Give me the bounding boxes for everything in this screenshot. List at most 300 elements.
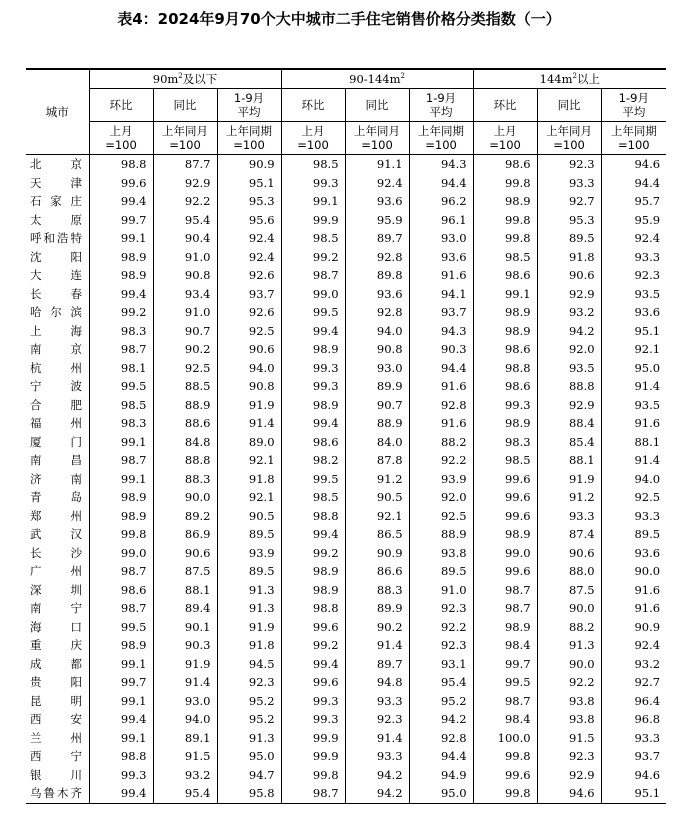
value-cell: 92.8 [409, 396, 473, 415]
table-body [26, 155, 666, 804]
value-cell: 98.6 [473, 266, 537, 285]
value-cell: 93.7 [217, 285, 281, 304]
value-cell: 92.5 [217, 322, 281, 341]
metric-header: 同比 [345, 89, 409, 122]
city-cell [26, 322, 89, 341]
city-name: 深圳 [30, 582, 82, 597]
value-cell: 99.3 [473, 396, 537, 415]
value-cell: 99.1 [89, 229, 153, 248]
table-title: 表4：2024年9月70个大中城市二手住宅销售价格分类指数（一） [117, 10, 561, 28]
table-row [26, 710, 666, 729]
value-cell: 94.3 [409, 155, 473, 174]
value-cell: 92.3 [409, 599, 473, 618]
value-cell: 93.3 [601, 729, 666, 748]
city-cell [26, 692, 89, 711]
value-cell: 94.2 [345, 766, 409, 785]
city-cell [26, 192, 89, 211]
value-cell: 99.6 [281, 618, 345, 637]
value-cell: 86.9 [153, 525, 217, 544]
value-cell: 93.7 [409, 303, 473, 322]
value-cell: 89.5 [601, 525, 666, 544]
base-header: 上年同月 =100 [345, 122, 409, 155]
table-row [26, 544, 666, 563]
value-cell: 89.7 [345, 229, 409, 248]
value-cell: 92.5 [601, 488, 666, 507]
value-cell: 88.6 [153, 414, 217, 433]
value-cell: 94.1 [409, 285, 473, 304]
value-cell: 90.9 [345, 544, 409, 563]
value-cell: 92.3 [409, 636, 473, 655]
value-cell: 88.9 [345, 414, 409, 433]
base-header: 上月 =100 [281, 122, 345, 155]
value-cell: 94.2 [345, 784, 409, 803]
value-cell: 98.1 [89, 359, 153, 378]
city-name: 天津 [30, 175, 82, 190]
value-cell: 98.8 [281, 599, 345, 618]
city-cell [26, 396, 89, 415]
table-row [26, 673, 666, 692]
value-cell: 99.6 [473, 488, 537, 507]
value-cell: 95.0 [217, 747, 281, 766]
table-row [26, 599, 666, 618]
value-cell: 99.6 [281, 673, 345, 692]
city-cell [26, 340, 89, 359]
value-cell: 91.6 [601, 599, 666, 618]
value-cell: 99.4 [89, 192, 153, 211]
value-cell: 88.8 [537, 377, 601, 396]
city-name: 济南 [30, 471, 82, 486]
value-cell: 95.1 [601, 322, 666, 341]
base-header: 上月 =100 [89, 122, 153, 155]
value-cell: 91.9 [217, 618, 281, 637]
value-cell: 99.3 [281, 377, 345, 396]
table-row [26, 377, 666, 396]
value-cell: 94.4 [601, 174, 666, 193]
value-cell: 95.7 [601, 192, 666, 211]
value-cell: 95.6 [217, 211, 281, 230]
value-cell: 89.2 [153, 507, 217, 526]
value-cell: 98.5 [473, 451, 537, 470]
value-cell: 98.9 [281, 581, 345, 600]
value-cell: 98.9 [473, 525, 537, 544]
city-column-header: 城市 [26, 69, 89, 155]
value-cell: 92.1 [601, 340, 666, 359]
table-row [26, 359, 666, 378]
city-name: 杭州 [30, 360, 82, 375]
city-cell [26, 414, 89, 433]
city-cell [26, 155, 89, 174]
value-cell: 98.7 [473, 692, 537, 711]
value-cell: 94.0 [345, 322, 409, 341]
value-cell: 94.6 [537, 784, 601, 803]
value-cell: 95.8 [217, 784, 281, 803]
value-cell: 93.5 [537, 359, 601, 378]
value-cell: 98.5 [281, 488, 345, 507]
value-cell: 92.2 [409, 451, 473, 470]
value-cell: 89.8 [345, 266, 409, 285]
value-cell: 91.6 [409, 414, 473, 433]
value-cell: 88.1 [153, 581, 217, 600]
value-cell: 92.1 [217, 488, 281, 507]
value-cell: 92.3 [217, 673, 281, 692]
base-header: 上年同期 =100 [409, 122, 473, 155]
value-cell: 99.1 [281, 192, 345, 211]
value-cell: 91.6 [601, 581, 666, 600]
value-cell: 87.7 [153, 155, 217, 174]
table-row [26, 692, 666, 711]
value-cell: 99.1 [89, 655, 153, 674]
group-header-2: $90-144m^2$ [281, 69, 473, 89]
value-cell: 92.3 [537, 747, 601, 766]
table-row [26, 266, 666, 285]
city-name: 兰州 [30, 730, 82, 745]
value-cell: 90.0 [153, 488, 217, 507]
city-cell [26, 655, 89, 674]
value-cell: 93.7 [601, 747, 666, 766]
value-cell: 92.7 [537, 192, 601, 211]
value-cell: 99.8 [473, 174, 537, 193]
table-row [26, 155, 666, 174]
city-cell [26, 285, 89, 304]
value-cell: 98.6 [281, 433, 345, 452]
value-cell: 99.3 [89, 766, 153, 785]
value-cell: 93.1 [409, 655, 473, 674]
value-cell: 98.4 [473, 710, 537, 729]
base-header: 上年同月 =100 [537, 122, 601, 155]
value-cell: 92.5 [153, 359, 217, 378]
header-row-metrics [26, 89, 666, 122]
value-cell: 95.4 [153, 211, 217, 230]
value-cell: 91.6 [409, 266, 473, 285]
value-cell: 91.4 [601, 451, 666, 470]
city-name: 成都 [30, 656, 82, 671]
value-cell: 88.3 [345, 581, 409, 600]
value-cell: 98.8 [473, 359, 537, 378]
group-header-1: $90m^2$及以下 [89, 69, 281, 89]
value-cell: 86.6 [345, 562, 409, 581]
value-cell: 99.4 [281, 655, 345, 674]
value-cell: 94.0 [601, 470, 666, 489]
value-cell: 95.9 [345, 211, 409, 230]
value-cell: 93.0 [345, 359, 409, 378]
city-cell [26, 470, 89, 489]
value-cell: 91.9 [153, 655, 217, 674]
value-cell: 94.7 [217, 766, 281, 785]
value-cell: 98.3 [473, 433, 537, 452]
value-cell: 95.2 [217, 710, 281, 729]
value-cell: 99.7 [89, 673, 153, 692]
value-cell: 92.4 [217, 248, 281, 267]
value-cell: 91.9 [537, 470, 601, 489]
value-cell: 94.0 [153, 710, 217, 729]
value-cell: 98.9 [89, 507, 153, 526]
value-cell: 91.3 [217, 581, 281, 600]
value-cell: 94.6 [601, 766, 666, 785]
header-row-groups [26, 69, 666, 89]
value-cell: 91.4 [601, 377, 666, 396]
value-cell: 99.2 [281, 248, 345, 267]
value-cell: 89.4 [153, 599, 217, 618]
value-cell: 95.1 [601, 784, 666, 803]
city-name: 西安 [30, 712, 82, 727]
city-cell [26, 747, 89, 766]
city-cell [26, 451, 89, 470]
table-header [26, 69, 666, 155]
value-cell: 94.4 [409, 747, 473, 766]
value-cell: 98.9 [89, 636, 153, 655]
value-cell: 98.7 [89, 340, 153, 359]
value-cell: 93.8 [409, 544, 473, 563]
city-cell [26, 377, 89, 396]
value-cell: 96.1 [409, 211, 473, 230]
value-cell: 90.3 [153, 636, 217, 655]
value-cell: 93.3 [601, 507, 666, 526]
value-cell: 91.8 [537, 248, 601, 267]
value-cell: 98.7 [89, 562, 153, 581]
city-name: 沈阳 [30, 249, 82, 264]
value-cell: 98.9 [473, 414, 537, 433]
value-cell: 99.5 [281, 303, 345, 322]
value-cell: 88.8 [153, 451, 217, 470]
city-name: 长春 [30, 286, 82, 301]
value-cell: 94.4 [409, 174, 473, 193]
city-name: 大连 [30, 268, 82, 283]
value-cell: 95.2 [217, 692, 281, 711]
value-cell: 94.6 [601, 155, 666, 174]
value-cell: 89.5 [217, 562, 281, 581]
value-cell: 90.0 [537, 655, 601, 674]
table-row [26, 414, 666, 433]
value-cell: 88.9 [153, 396, 217, 415]
value-cell: 93.0 [409, 229, 473, 248]
value-cell: 99.1 [89, 470, 153, 489]
value-cell: 88.1 [537, 451, 601, 470]
city-name: 南京 [30, 342, 82, 357]
city-cell [26, 636, 89, 655]
city-name: 合肥 [30, 397, 82, 412]
table-row [26, 747, 666, 766]
city-cell [26, 248, 89, 267]
value-cell: 98.7 [281, 784, 345, 803]
value-cell: 91.4 [345, 729, 409, 748]
value-cell: 99.3 [281, 710, 345, 729]
city-cell [26, 784, 89, 803]
value-cell: 93.6 [409, 248, 473, 267]
value-cell: 92.0 [537, 340, 601, 359]
value-cell: 93.2 [601, 655, 666, 674]
value-cell: 98.3 [89, 414, 153, 433]
city-name: 上海 [30, 323, 82, 338]
table-row [26, 618, 666, 637]
value-cell: 99.6 [89, 174, 153, 193]
value-cell: 94.0 [217, 359, 281, 378]
value-cell: 98.8 [89, 747, 153, 766]
value-cell: 91.3 [537, 636, 601, 655]
value-cell: 99.7 [473, 655, 537, 674]
value-cell: 94.2 [537, 322, 601, 341]
city-cell [26, 507, 89, 526]
table-row [26, 581, 666, 600]
value-cell: 99.9 [281, 747, 345, 766]
value-cell: 92.7 [601, 673, 666, 692]
city-name: 重庆 [30, 638, 82, 653]
value-cell: 92.4 [601, 229, 666, 248]
value-cell: 90.1 [153, 618, 217, 637]
value-cell: 98.7 [281, 266, 345, 285]
value-cell: 84.8 [153, 433, 217, 452]
value-cell: 91.8 [217, 636, 281, 655]
value-cell: 90.6 [217, 340, 281, 359]
value-cell: 85.4 [537, 433, 601, 452]
value-cell: 99.8 [473, 747, 537, 766]
city-name: 贵阳 [30, 675, 82, 690]
table-row [26, 562, 666, 581]
city-cell [26, 618, 89, 637]
table-row [26, 784, 666, 803]
value-cell: 90.9 [601, 618, 666, 637]
metric-header: 1-9月 平均 [601, 89, 666, 122]
value-cell: 99.8 [473, 229, 537, 248]
value-cell: 87.4 [537, 525, 601, 544]
city-name: 太原 [30, 212, 82, 227]
value-cell: 90.0 [601, 562, 666, 581]
value-cell: 88.4 [537, 414, 601, 433]
value-cell: 93.6 [345, 285, 409, 304]
city-name: 厦门 [30, 434, 82, 449]
value-cell: 90.9 [217, 155, 281, 174]
value-cell: 93.4 [153, 285, 217, 304]
value-cell: 92.3 [345, 710, 409, 729]
metric-header: 环比 [281, 89, 345, 122]
value-cell: 90.7 [345, 396, 409, 415]
value-cell: 99.2 [281, 636, 345, 655]
value-cell: 87.5 [537, 581, 601, 600]
value-cell: 94.9 [409, 766, 473, 785]
table-row [26, 174, 666, 193]
value-cell: 99.3 [281, 174, 345, 193]
value-cell: 99.5 [89, 618, 153, 637]
value-cell: 94.4 [409, 359, 473, 378]
table-row [26, 248, 666, 267]
value-cell: 93.9 [217, 544, 281, 563]
value-cell: 89.5 [409, 562, 473, 581]
value-cell: 90.4 [153, 229, 217, 248]
metric-header: 1-9月 平均 [217, 89, 281, 122]
value-cell: 91.9 [217, 396, 281, 415]
city-name: 南宁 [30, 601, 82, 616]
table-row [26, 396, 666, 415]
value-cell: 91.4 [153, 673, 217, 692]
city-cell [26, 599, 89, 618]
header-row-base [26, 122, 666, 155]
value-cell: 98.7 [89, 451, 153, 470]
base-header: 上月 =100 [473, 122, 537, 155]
city-name: 宁波 [30, 379, 82, 394]
value-cell: 92.0 [409, 488, 473, 507]
value-cell: 95.0 [409, 784, 473, 803]
value-cell: 92.4 [601, 636, 666, 655]
value-cell: 98.9 [89, 266, 153, 285]
value-cell: 99.5 [281, 470, 345, 489]
value-cell: 98.8 [89, 155, 153, 174]
city-cell [26, 303, 89, 322]
value-cell: 87.5 [153, 562, 217, 581]
city-cell [26, 766, 89, 785]
value-cell: 93.9 [409, 470, 473, 489]
value-cell: 89.9 [345, 377, 409, 396]
value-cell: 98.9 [473, 303, 537, 322]
value-cell: 88.0 [537, 562, 601, 581]
table-row [26, 229, 666, 248]
value-cell: 92.5 [409, 507, 473, 526]
value-cell: 92.2 [409, 618, 473, 637]
table-row [26, 655, 666, 674]
value-cell: 93.8 [537, 692, 601, 711]
value-cell: 92.9 [537, 766, 601, 785]
value-cell: 92.2 [153, 192, 217, 211]
value-cell: 89.1 [153, 729, 217, 748]
value-cell: 93.2 [537, 303, 601, 322]
value-cell: 93.2 [153, 766, 217, 785]
value-cell: 99.4 [89, 784, 153, 803]
value-cell: 98.6 [473, 340, 537, 359]
value-cell: 98.9 [281, 340, 345, 359]
value-cell: 98.9 [89, 248, 153, 267]
city-name: 海口 [30, 619, 82, 634]
value-cell: 92.2 [537, 673, 601, 692]
value-cell: 96.2 [409, 192, 473, 211]
city-cell [26, 266, 89, 285]
city-cell [26, 562, 89, 581]
value-cell: 99.1 [89, 433, 153, 452]
value-cell: 91.0 [153, 303, 217, 322]
table-row [26, 729, 666, 748]
value-cell: 99.8 [281, 766, 345, 785]
value-cell: 92.3 [537, 155, 601, 174]
city-name: 银川 [30, 767, 82, 782]
city-cell [26, 673, 89, 692]
value-cell: 91.3 [217, 729, 281, 748]
value-cell: 92.8 [409, 729, 473, 748]
value-cell: 92.6 [217, 303, 281, 322]
value-cell: 90.3 [409, 340, 473, 359]
city-cell [26, 525, 89, 544]
value-cell: 91.1 [345, 155, 409, 174]
value-cell: 95.3 [217, 192, 281, 211]
value-cell: 93.3 [345, 747, 409, 766]
value-cell: 99.5 [89, 377, 153, 396]
city-name: 哈尔滨 [30, 305, 82, 320]
value-cell: 90.6 [537, 266, 601, 285]
metric-header: 1-9月 平均 [409, 89, 473, 122]
value-cell: 95.4 [153, 784, 217, 803]
value-cell: 99.1 [473, 285, 537, 304]
value-cell: 98.6 [89, 581, 153, 600]
value-cell: 92.8 [345, 303, 409, 322]
city-name: 昆明 [30, 693, 82, 708]
value-cell: 99.4 [281, 414, 345, 433]
value-cell: 91.4 [345, 636, 409, 655]
value-cell: 98.9 [281, 562, 345, 581]
value-cell: 99.4 [89, 710, 153, 729]
value-cell: 89.0 [217, 433, 281, 452]
value-cell: 93.0 [153, 692, 217, 711]
group-header-3: $144m^2$以上 [473, 69, 666, 89]
value-cell: 99.8 [89, 525, 153, 544]
value-cell: 98.4 [473, 636, 537, 655]
value-cell: 98.7 [473, 581, 537, 600]
value-cell: 99.7 [89, 211, 153, 230]
